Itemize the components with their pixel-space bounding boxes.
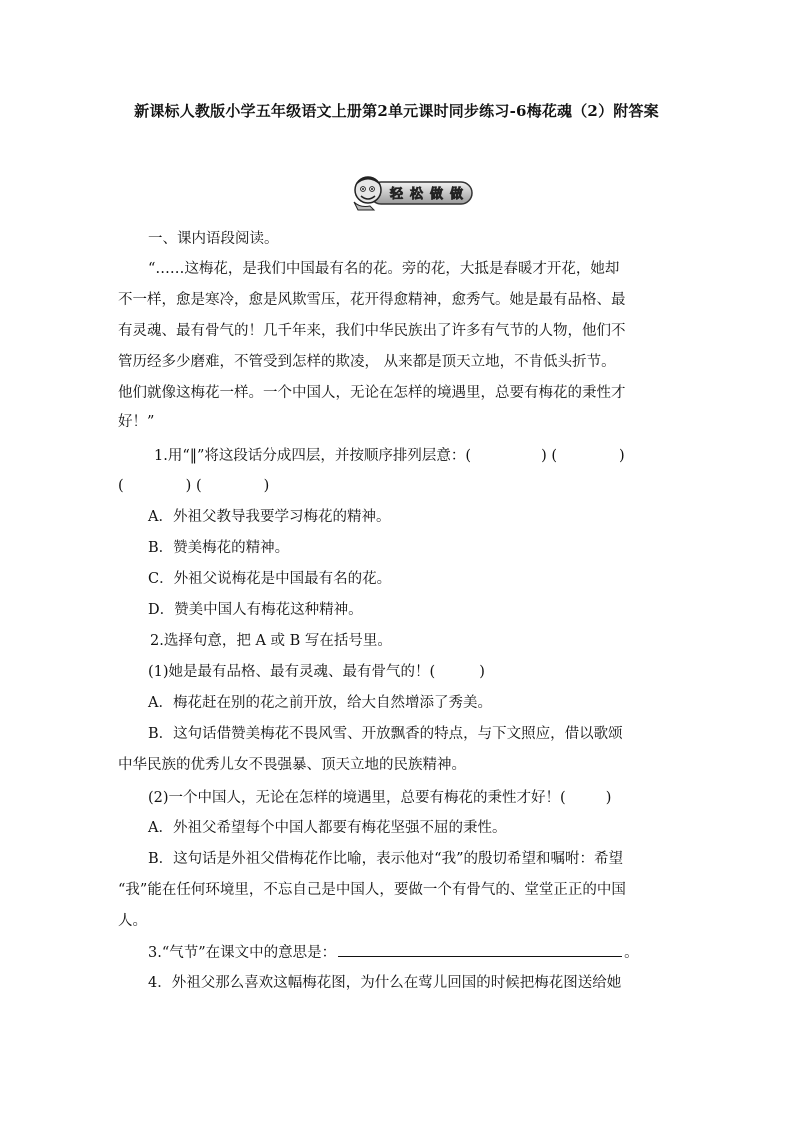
- q1-stem: 1.用“‖”将这段话分成四层，并按顺序排列层意：(: [154, 448, 472, 464]
- cartoon-badge-icon: [348, 172, 476, 212]
- badge-char-1: 轻: [390, 187, 404, 202]
- passage-line-2: 不一样，愈是寒冷，愈是风欺雪压，花开得愈精神，愈秀气。她是最有品格、最: [118, 292, 626, 308]
- q1-option-c: C．外祖父说梅花是中国最有名的花。: [148, 571, 392, 587]
- q2-sub2-option-b-line1: B．这句话是外祖父借梅花作比喻，表示他对“我”的殷切希望和嘱咐：希望: [148, 851, 623, 867]
- q1-stem-line: [154, 446, 625, 466]
- section-heading: 一、课内语段阅读。: [148, 231, 279, 247]
- q2-stem: 2.选择句意，把 A 或 B 写在括号里。: [150, 633, 392, 649]
- q2-sub1-close: ): [479, 664, 485, 680]
- q1-paren-mid: ) (: [541, 448, 558, 464]
- page-title: 新课标人教版小学五年级语文上册第2单元课时同步练习-6梅花魂（2）附答案: [134, 102, 659, 120]
- q2-sub1-option-b-line1: B．这句话借赞美梅花不畏风雪、开放飘香的特点，与下文照应，借以歌颂: [148, 726, 623, 742]
- q3-end: 。: [624, 945, 639, 961]
- q3-stem: 3.“气节”在课文中的意思是：: [148, 945, 337, 961]
- badge-char-3: 做: [430, 187, 444, 202]
- q2-sub2-option-a: A．外祖父希望每个中国人都要有梅花坚强不屈的秉性。: [148, 820, 507, 836]
- badge-char-4: 做: [450, 187, 464, 202]
- q2-sub2-close: ): [605, 790, 612, 806]
- q3-answer-blank[interactable]: [338, 942, 622, 957]
- passage-line-5: 他们就像这梅花一样。一个中国人，无论在怎样的境遇里，总要有梅花的秉性才: [118, 385, 626, 401]
- q2-sub2-line: [148, 788, 611, 808]
- q1-line2-open: (: [118, 478, 124, 494]
- passage-line-1: “……这梅花，是我们中国最有名的花。旁的花，大抵是春暖才开花，她却: [148, 261, 620, 277]
- q2-sub2-option-b-line2: “我”能在任何环境里，不忘自己是中国人，要做一个有骨气的、堂堂正正的中国: [118, 882, 626, 898]
- q2-sub1-option-b-line2: 中华民族的优秀儿女不畏强暴、顶天立地的民族精神。: [118, 757, 466, 773]
- q1-option-d: D．赞美中国人有梅花这种精神。: [148, 602, 363, 618]
- q2-sub1-option-a: A．梅花赶在别的花之前开放，给大自然增添了秀美。: [148, 695, 492, 711]
- badge-char-2: 松: [410, 187, 424, 202]
- q2-sub1-line: [148, 662, 485, 682]
- q1-line2-close: ): [263, 478, 270, 494]
- passage-line-3: 有灵魂、最有骨气的！几千年来，我们中华民族出了许多有气节的人物，他们不: [118, 323, 626, 339]
- q1-line2-mid: ) (: [185, 478, 202, 494]
- q1-option-b: B．赞美梅花的精神。: [148, 540, 290, 556]
- q3-line: [148, 942, 639, 963]
- passage-line-4: 管历经多少磨难，不管受到怎样的欺凌， 从来都是顶天立地，不肯低头折节。: [118, 354, 616, 370]
- q1-second-line: [118, 476, 269, 496]
- q2-sub2-stem: (2)一个中国人，无论在怎样的境遇里，总要有梅花的秉性才好！(: [148, 790, 566, 806]
- q1-option-a: A．外祖父教导我要学习梅花的精神。: [148, 509, 391, 525]
- q2-sub1-stem: (1)她是最有品格、最有灵魂、最有骨气的！(: [148, 664, 436, 680]
- passage-line-6: 好！”: [118, 414, 155, 430]
- q2-sub2-option-b-line3: 人。: [118, 913, 147, 929]
- q4-stem: 4．外祖父那么喜欢这幅梅花图，为什么在莺儿回国的时候把梅花图送给她: [148, 975, 622, 991]
- section-badge: [348, 172, 476, 212]
- q1-paren-close: ): [619, 448, 625, 464]
